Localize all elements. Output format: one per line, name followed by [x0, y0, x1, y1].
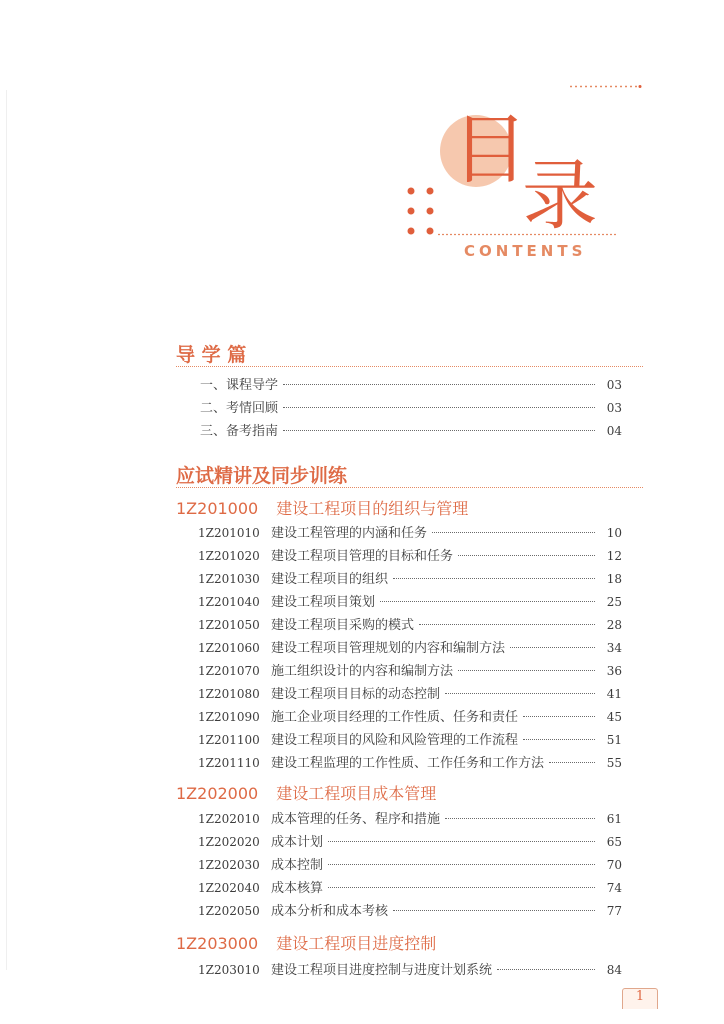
toc-entry[interactable]	[176, 397, 622, 417]
entry-code: 1Z202020	[198, 835, 260, 849]
chapter-heading[interactable]	[176, 781, 436, 804]
toc-entry[interactable]	[176, 831, 622, 851]
section-title-intro: 导 学 篇	[176, 344, 247, 366]
toc-entry[interactable]	[176, 959, 622, 979]
entry-page: 55	[606, 756, 622, 770]
entry-page: 74	[606, 881, 622, 895]
entry-code: 1Z201080	[198, 687, 260, 701]
entry-page: 18	[606, 572, 622, 586]
entry-label: 施工企业项目经理的工作性质、任务和责任	[271, 710, 519, 725]
chapter-code: 1Z203000	[176, 934, 259, 953]
chapter-title: 建设工程项目的组织与管理	[276, 499, 469, 518]
entry-label: 建设工程项目进度控制与进度计划系统	[271, 963, 493, 978]
decorative-dot-grid	[406, 186, 436, 236]
toc-entry[interactable]	[176, 877, 622, 897]
entry-page: 65	[606, 835, 622, 849]
chapter-code: 1Z201000	[176, 499, 259, 518]
toc-entry[interactable]	[176, 614, 622, 634]
dot-leader	[328, 887, 595, 888]
toc-entry[interactable]	[176, 854, 622, 874]
entry-code: 1Z201010	[198, 526, 260, 540]
dot-leader	[328, 841, 595, 842]
dot-leader	[393, 910, 595, 911]
toc-entry[interactable]	[176, 706, 622, 726]
entry-page: 25	[606, 595, 622, 609]
entry-page: 84	[606, 963, 622, 977]
entry-code: 1Z201110	[198, 756, 260, 770]
chapter-heading[interactable]	[176, 931, 436, 954]
dot-leader	[445, 818, 595, 819]
dot-leader	[549, 762, 595, 763]
entry-label: 建设工程项目管理规划的内容和编制方法	[271, 641, 506, 656]
entry-page: 51	[606, 733, 622, 747]
section-divider	[176, 366, 643, 367]
chapter-code: 1Z202000	[176, 784, 259, 803]
toc-entry[interactable]	[176, 545, 622, 565]
header-dotted-line	[438, 233, 618, 236]
section-title-main: 应试精讲及同步训练	[176, 465, 348, 487]
toc-entry[interactable]	[176, 637, 622, 657]
entry-label: 成本控制	[271, 858, 324, 873]
entry-page: 03	[606, 378, 622, 392]
entry-label: 建设工程管理的内涵和任务	[271, 526, 428, 541]
title-char-lu: 录	[522, 151, 598, 240]
entry-page: 04	[606, 424, 622, 438]
toc-entry[interactable]	[176, 752, 622, 772]
dot-leader	[283, 407, 595, 408]
toc-entry[interactable]	[176, 808, 622, 828]
entry-label: 一、课程导学	[200, 378, 279, 393]
page-edge-rule	[6, 90, 7, 970]
entry-label: 成本管理的任务、程序和措施	[271, 812, 441, 827]
title-char-mu: 目	[452, 105, 528, 194]
dot-leader	[445, 693, 595, 694]
toc-entry[interactable]	[176, 591, 622, 611]
entry-page: 03	[606, 401, 622, 415]
entry-code: 1Z201040	[198, 595, 260, 609]
entry-label: 建设工程项目的组织	[271, 572, 389, 587]
dot-leader	[523, 716, 595, 717]
entry-code: 1Z201030	[198, 572, 260, 586]
entry-page: 34	[606, 641, 622, 655]
toc-entry[interactable]	[176, 683, 622, 703]
section-divider	[176, 487, 643, 488]
decorative-dotted-line	[570, 85, 642, 88]
dot-leader	[458, 555, 595, 556]
dot-leader	[497, 969, 595, 970]
dot-leader	[380, 601, 595, 602]
entry-label: 三、备考指南	[200, 424, 279, 439]
dot-leader	[458, 670, 595, 671]
entry-code: 1Z202030	[198, 858, 260, 872]
toc-entry[interactable]	[176, 660, 622, 680]
dot-leader	[283, 384, 595, 385]
entry-code: 1Z203010	[198, 963, 260, 977]
entry-page: 10	[606, 526, 622, 540]
entry-code: 1Z202010	[198, 812, 260, 826]
toc-entry[interactable]	[176, 568, 622, 588]
chapter-title: 建设工程项目成本管理	[276, 784, 437, 803]
entry-page: 41	[606, 687, 622, 701]
toc-entry[interactable]	[176, 522, 622, 542]
entry-label: 建设工程项目目标的动态控制	[271, 687, 441, 702]
entry-page: 70	[606, 858, 622, 872]
dot-leader	[283, 430, 595, 431]
toc-entry[interactable]	[176, 900, 622, 920]
entry-page: 36	[606, 664, 622, 678]
entry-label: 成本计划	[271, 835, 324, 850]
entry-label: 成本核算	[271, 881, 324, 896]
dot-leader	[510, 647, 595, 648]
entry-label: 成本分析和成本考核	[271, 904, 389, 919]
dot-leader	[393, 578, 595, 579]
entry-page: 12	[606, 549, 622, 563]
entry-code: 1Z202050	[198, 904, 260, 918]
toc-entry[interactable]	[176, 420, 622, 440]
entry-code: 1Z201090	[198, 710, 260, 724]
entry-label: 建设工程项目策划	[271, 595, 376, 610]
entry-page: 45	[606, 710, 622, 724]
entry-code: 1Z201070	[198, 664, 260, 678]
entry-code: 1Z201050	[198, 618, 260, 632]
page-number-tab: 1	[622, 988, 658, 1009]
entry-label: 建设工程项目采购的模式	[271, 618, 415, 633]
dot-leader	[523, 739, 595, 740]
chapter-heading[interactable]	[176, 496, 468, 519]
chapter-title: 建设工程项目进度控制	[276, 934, 437, 953]
toc-entry[interactable]	[176, 729, 622, 749]
entry-code: 1Z201020	[198, 549, 260, 563]
toc-entry[interactable]	[176, 374, 622, 394]
entry-label: 建设工程项目管理的目标和任务	[271, 549, 454, 564]
entry-page: 28	[606, 618, 622, 632]
entry-page: 77	[606, 904, 622, 918]
entry-code: 1Z201100	[198, 733, 260, 747]
entry-label: 建设工程项目的风险和风险管理的工作流程	[271, 733, 519, 748]
dot-leader	[419, 624, 595, 625]
entry-label: 施工组织设计的内容和编制方法	[271, 664, 454, 679]
entry-code: 1Z202040	[198, 881, 260, 895]
dot-leader	[328, 864, 595, 865]
contents-subtitle: CONTENTS	[464, 242, 587, 260]
entry-label: 二、考情回顾	[200, 401, 279, 416]
entry-page: 61	[606, 812, 622, 826]
entry-code: 1Z201060	[198, 641, 260, 655]
dot-leader	[432, 532, 595, 533]
entry-label: 建设工程监理的工作性质、工作任务和工作方法	[271, 756, 545, 771]
